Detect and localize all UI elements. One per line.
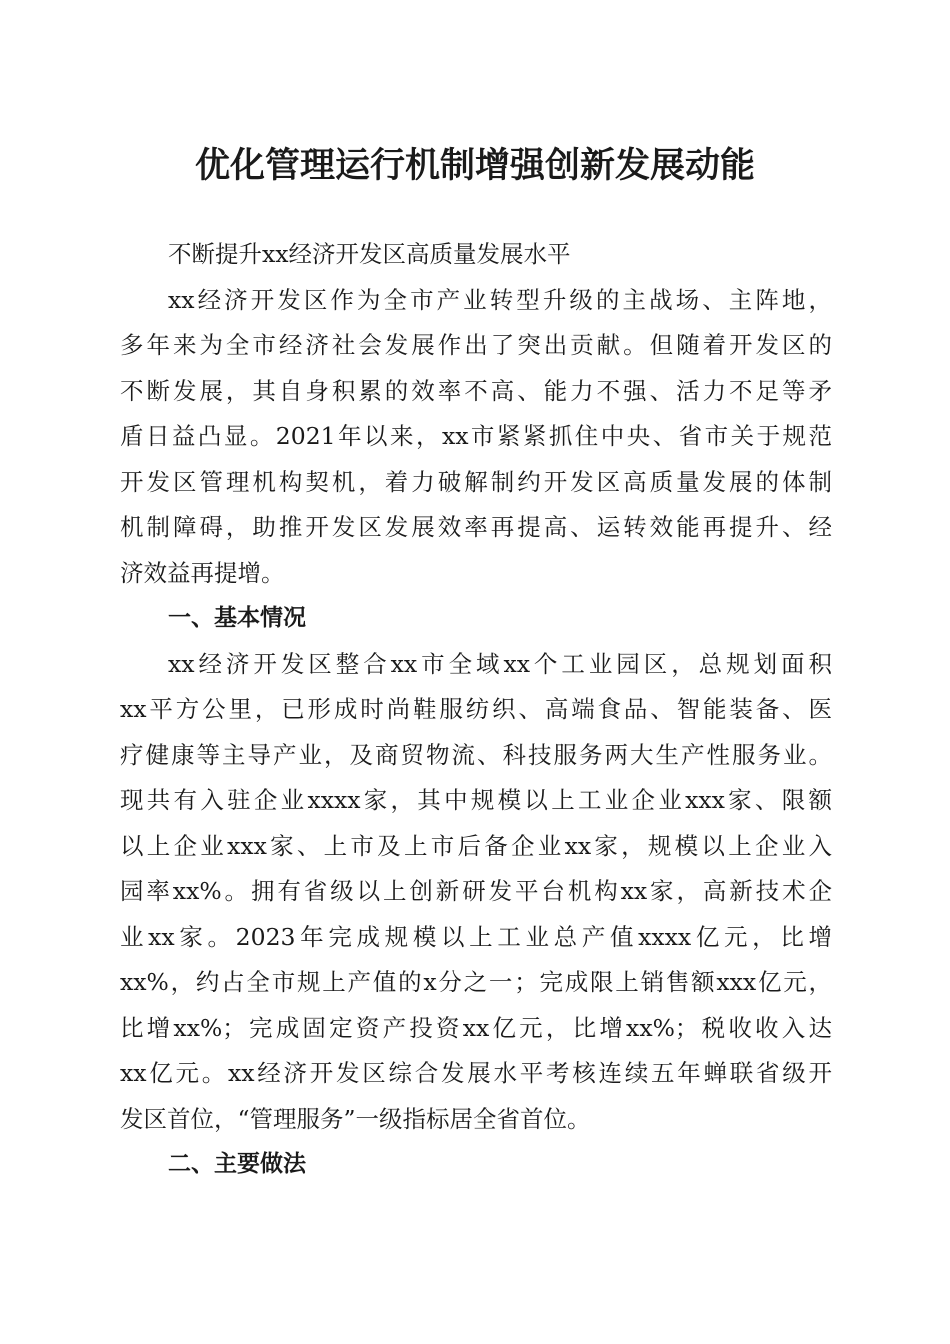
paragraph-line: 开发区管理机构契机，着力破解制约开发区高质量发展的体制 [120,467,832,496]
paragraph-line: 比增xx%；完成固定资产投资xx亿元，比增xx%；税收收入达 [120,1013,832,1042]
paragraph-line: xx亿元。xx经济开发区综合发展水平考核连续五年蝉联省级开 [120,1059,832,1087]
section-heading-basic: 一、基本情况 [168,605,306,631]
paragraph-line: 发区首位，“管理服务”一级指标居全省首位。 [120,1104,591,1133]
paragraph-line: 疗健康等主导产业，及商贸物流、科技服务两大生产性服务业。 [120,740,832,769]
intro-paragraph [120,278,832,597]
section-heading-practices: 二、主要做法 [168,1151,306,1177]
paragraph-line: 以上企业xxx家、上市及上市后备企业xx家，规模以上企业入 [120,831,832,860]
document-body [120,232,832,1188]
paragraph-line: 盾日益凸显。2021年以来，xx市紧紧抓住中央、省市关于规范 [120,422,832,450]
paragraph-line: 现共有入驻企业xxxx家，其中规模以上工业企业xxx家、限额 [120,786,832,814]
paragraph-line: 不断发展，其自身积累的效率不高、能力不强、活力不足等矛 [120,376,832,405]
paragraph-line: xx%，约占全市规上产值的x分之一；完成限上销售额xxx亿元， [120,968,832,996]
paragraph-line: xx经济开发区整合xx市全域xx个工业园区，总规划面积 [168,649,832,678]
paragraph-line: xx平方公里，已形成时尚鞋服纺织、高端食品、智能装备、医 [120,695,832,723]
basic-situation-paragraph [120,642,832,1143]
paragraph-line: 机制障碍，助推开发区发展效率再提高、运转效能再提升、经 [120,513,832,541]
paragraph-line: 济效益再提增。 [120,558,285,587]
paragraph-line: xx经济开发区作为全市产业转型升级的主战场、主阵地， [168,285,832,314]
paragraph-line: 多年来为全市经济社会发展作出了突出贡献。但随着开发区的 [120,331,832,359]
paragraph-line: 园率xx%。拥有省级以上创新研发平台机构xx家，高新技术企 [120,877,832,905]
document-subtitle: 不断提升xx经济开发区高质量发展水平 [168,240,571,268]
paragraph-line: 业xx家。2023年完成规模以上工业总产值xxxx亿元，比增 [120,922,832,951]
document-title: 优化管理运行机制增强创新发展动能 [194,145,755,186]
